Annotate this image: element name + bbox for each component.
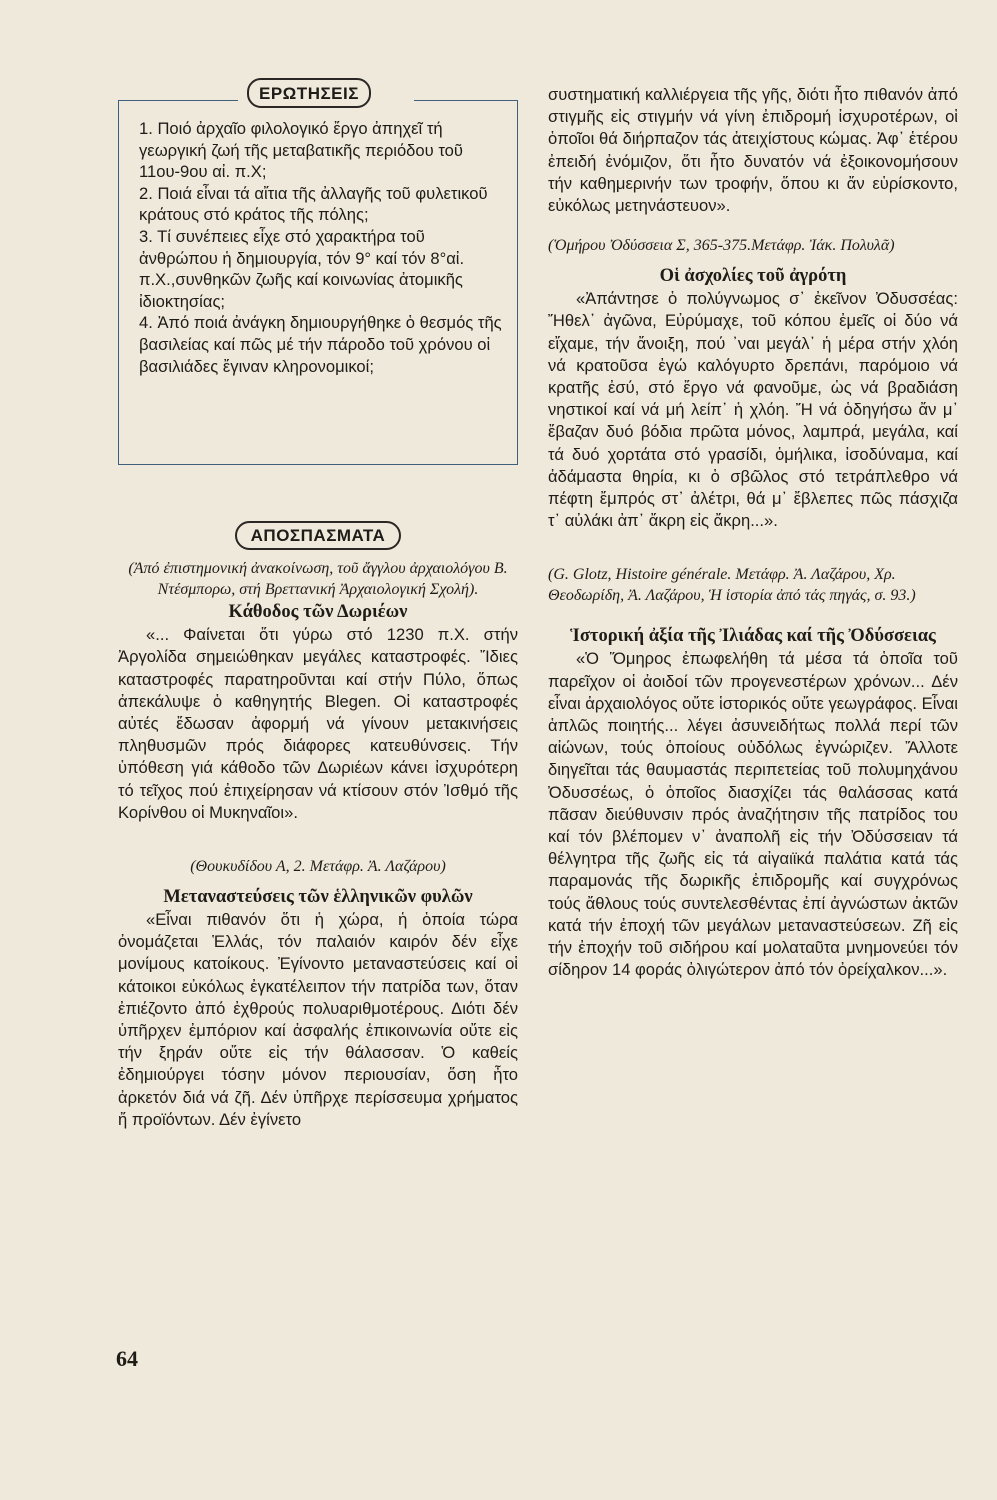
excerpts-title: ΑΠΟΣΠΑΣΜΑΤΑ [235,521,402,550]
source-note: (Ὁμήρου Ὀδύσσεια Σ, 365-375.Μετάφρ. Ἰάκ. Πολυλᾶ) [548,237,895,255]
source-note: (G. Glotz, Histoire générale. Μετάφρ. Ἀ. Λαζάρου, Χρ. Θεοδωρίδη, Ἀ. Λαζάρου, Ἡ ἱστορία ἀπό τάς πηγάς, σ. 93.) [548,566,916,605]
questions-box [118,84,518,465]
excerpt-text: συστηματική καλλιέργεια τῆς γῆς, διότι ἦτο πιθανόν ἀπό στιγμῆς εἰς στιγμήν νά γίνη ἐπιδρομή ἰσχυροτέρων, οἱ ὁποῖοι θά διήρπαζον τάς ἀτειχίστους κώμας. Ἀφ᾽ ἑτέρου ἐπειδή ἐνόμιζον, ὅτι ἦτο δυνατόν νά ἐξοικονομήσουν τήν καθημερινήν των τροφήν, ὅπου κι ἄν εὑρίσκοντο, εὐκόλως μετηνάστευον». [548,85,958,216]
source-note: (Θουκυδίδου Α, 2. Μετάφρ. Ἀ. Λαζάρου) [190,858,446,876]
left-column [118,80,518,1131]
section-heading: Οἱ ἀσχολίες τοῦ ἀγρότη [659,266,847,287]
excerpt-text: «Εἶναι πιθανόν ὅτι ἡ χώρα, ἡ ὁποία τώρα ὀνομάζεται Ἑλλάς, τόν παλαιόν καιρόν δέν εἶχε μονίμους κατοίκους. Ἐγίνοντο μεταναστεύσεις καί οἱ κάτοικοι εὐκόλως ἐγκατέλειπον τήν πατρίδα των, ὅταν ἐπιέζοντο ἀπό ἐχθρούς πολυαριθμοτέρους. Διότι δέν ὑπῆρχεν ἐμπόριον καί ἀσφαλής ἐπικοινωνία οὔτε εἰς τήν ξηράν οὔτε εἰς τήν θάλασσαν. Ὁ καθείς ἐδημιούργει τόσην μόνον περιουσίαν, ὅση ἦτο ἀρκετόν διά νά ζῆ. Δέν ὑπῆρχε περίσσευμα χρήματος ἤ προϊόντων. Δέν ἐγίνετο [118,910,518,1129]
question-item: 1. Ποιό ἀρχαῖο φιλολογικό ἔργο ἀπηχεῖ τή γεωργική ζωή τῆς μεταβατικῆς περιόδου τοῦ 11ου-9ου αἰ. π.Χ; [139,119,463,182]
questions-list [139,118,507,377]
section-heading: Κάθοδος τῶν Δωριέων [228,602,408,623]
excerpt-text: «... Φαίνεται ὅτι γύρω στό 1230 π.Χ. στήν Ἀργολίδα σημειώθηκαν μεγάλες καταστροφές. Ἴδιες καταστροφές παρατηροῦνται καί στήν Πύλο, ὅπως ἀπεκάλυψε ὁ καθηγητής Blegen. Οἱ καταστροφές αὐτές ἔδωσαν ἀφορμή νά γίνουν μετακινήσεις πληθυσμῶν πρός διάφορες κατευθύνσεις. Τήν ὑπόθεση γιά κάθοδο τῶν Δωριέων κάνει ἰσχυρότερη τό τεῖχος πού ἐπιχείρησαν νά κτίσουν στόν Ἰσθμό τῆς Κορίνθου οἱ Μυκηναῖοι». [118,625,518,822]
questions-title: ΕΡΩΤΗΣΕΙΣ [247,78,371,108]
section-heading: Μεταναστεύσεις τῶν ἑλληνικῶν φυλῶν [163,887,473,908]
question-item: 2. Ποιά εἶναι τά αἴτια τῆς ἀλλαγῆς τοῦ φυλετικοῦ κράτους στό κράτος τῆς πόλης; [139,183,488,225]
page-number: 64 [116,1346,138,1371]
section-heading: Ἱστορική ἀξία τῆς Ἰλιάδας καί τῆς Ὀδύσσειας [570,626,936,647]
excerpt-text: «Ὁ Ὅμηρος ἐπωφελήθη τά μέσα τά ὁποῖα τοῦ παρεῖχον οἱ ἀοιδοί τῶν προγενεστέρων χρόνων... Δέν εἶναι ἀρχαιολόγος οὔτε ἱστορικός οὔτε γεωγράφος. Εἶναι ἁπλῶς ποιητής... λέγει ἀσυνειδήτως πολλά περί τῶν αἰώνων, τούς ὁποίους οὐδόλως ἐγνώριζεν. Ἄλλοτε διηγεῖται τάς θαυμαστάς περιπετείας τοῦ πολυμηχάνου Ὀδυσσέως, ὁ ὁποῖος διασχίζει τάς θαλάσσας κατά πᾶσαν διεύθυνσιν πρός ἀναζήτησιν τῆς πατρίδος του καί τόν βλέπομεν ν᾽ ἀναπολῆ εἰς τήν Ὀδύσσειαν τά θέλγητρα τῆς ζωῆς εἰς τά αἰγαιϊκά παλάτια κατά τάς παραμονάς τῆς δωρικῆς ἐπιδρομῆς καί συγχρόνως τούς ἄθλους τούς συντελεσθέντας ἐπί ἀγνώστων ἀκτῶν κατά τήν ἐποχή τῶν μεγάλων μεταναστεύσεων. Ζῆ εἰς τήν ἐποχήν τοῦ σιδήρου καί μολαταῦτα μνημονεύει τόν σίδηρον 14 φοράς ὀλιγώτερον ἀπό τόν ὀρείχαλκον...». [548,649,958,980]
question-item: 4. Ἀπό ποιά ἀνάγκη δημιουργήθηκε ὁ θεσμός τῆς βασιλείας καί πῶς μέ τήν πάροδο τοῦ χρόνου οἱ βασιλιάδες ἔγιναν κληρονομικοί; [139,313,502,376]
right-column [548,84,958,982]
question-item: 3. Τί συνέπειες εἶχε στό χαρακτήρα τοῦ ἀνθρώπου ἡ δημιουργία, τόν 9° καί τόν 8°αἰ. π.Χ.,συνθηκῶν ζωῆς καί κοινωνίας ἀτομικῆς ἰδιοκτησίας; [139,226,465,311]
excerpt-text: «Ἀπάντησε ὁ πολύγνωμος σ᾽ ἐκεῖνον Ὀδυσσέας: Ἤθελ᾽ ἀγῶνα, Εὐρύμαχε, τοῦ κόπου ἐμεῖς οἱ δύο νά εἴχαμε, τήν ἄνοιξη, πού ᾽ναι μεγάλ᾽ ἡ μέρα στήν χλόη νά κρατοῦσα ἐγώ καλόγυρτο δρεπάνι, παρόμοιο νά κρατῆς ἐσύ, στό ἔργο νά φανοῦμε, ὡς νά βραδιάση νηστικοί καί νά μή λείπ᾽ ἡ χλόη. Ἤ νά ὁδηγήσω ἄν μ᾽ ἔβαζαν δυό βόδια πρῶτα μόνος, λαμπρά, μεγάλα, καί τά δυό χορτάτα στό γρασίδι, ὁμήλικα, ἰσοδύναμα, καί ἀδάμαστα θηρία, κι ὁ σβῶλος στό τετράπλεθρο νά πέφτη ἔμπρός στ᾽ ἀλέτρι, θά μ᾽ ἔβλεπες πῶς πάσχιζα τ᾽ αὐλάκι ἀπ᾽ ἄκρη εἰς ἄκρη...». [548,289,958,531]
source-note: (Ἀπό ἐπιστημονική ἀνακοίνωση, τοῦ ἄγγλου ἀρχαιολόγου Β. Ντέσμπορω, στή Βρεττανική Ἀρχαιολογική Σχολή). [128,560,508,599]
